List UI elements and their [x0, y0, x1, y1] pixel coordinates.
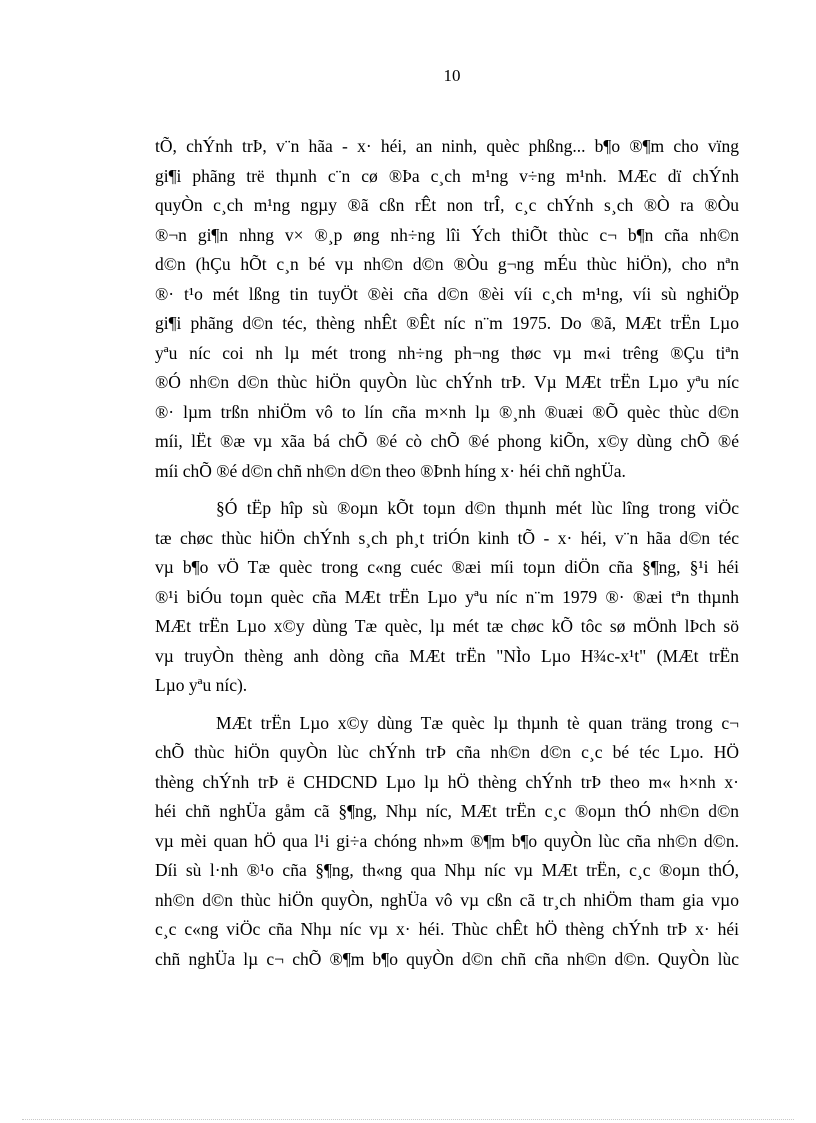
text-line: míi chÕ ®é d©n chñ nh©n d©n theo ®Þnh híng x· héi chñ nghÜa.: [155, 460, 626, 481]
text-line: vµ mèi quan hÖ qua l¹i gi÷a chóng nh»m ®¶m b¶o quyÒn lùc cña nh©n d©n.: [155, 830, 739, 851]
text-line: vµ truyÒn thèng anh dòng cña MÆt trËn "NÌo Lµo H¾c-x¹t" (MÆt trËn: [155, 645, 739, 666]
text-line: tæ chøc thùc hiÖn chÝnh s¸ch ph¸t triÓn kinh tÕ - x· héi, v¨n hãa d©n téc: [155, 527, 739, 548]
text-line: vµ b¶o vÖ Tæ quèc trong c«ng cuéc ®æi míi toµn diÖn cña §¶ng, §¹i héi: [155, 557, 739, 577]
text-line: míi, lËt ®æ vµ xãa bá chÕ ®é cò chÕ ®é phong kiÕn, x©y dùng chÕ ®é: [155, 431, 739, 451]
body-text: [155, 132, 739, 982]
text-line: tÕ, chÝnh trÞ, v¨n hãa - x· héi, an ninh, quèc phßng... b¶o ®¶m cho vïng: [155, 136, 739, 156]
paragraph-2: [155, 494, 739, 701]
text-line: gi¶i phãng d©n téc, thèng nhÊt ®Êt níc n¨m 1975. Do ®ã, MÆt trËn Lµo: [155, 313, 739, 333]
text-line: nh©n d©n thùc hiÖn quyÒn, nghÜa vô vµ cßn cã tr¸ch nhiÖm tham gia vµo: [155, 889, 739, 910]
text-line: héi chñ nghÜa gåm cã §¶ng, Nhµ níc, MÆt trËn c¸c ®oµn thÓ nh©n d©n: [155, 801, 739, 821]
text-line: MÆt trËn Lµo x©y dùng Tæ quèc lµ thµnh tè quan träng trong c¬: [216, 712, 739, 733]
text-line: ®¬n gi¶n nhng v× ®¸p øng nh÷ng lîi Ých thiÕt thùc c¬ b¶n cña nh©n: [155, 224, 739, 245]
text-line: MÆt trËn Lµo x©y dùng Tæ quèc, lµ mét tæ chøc kÕ tôc sø mÖnh lÞch sö: [155, 616, 739, 636]
page-bottom-divider: [22, 1119, 794, 1120]
text-line: thèng chÝnh trÞ ë CHDCND Lµo lµ hÖ thèng chÝnh trÞ theo m« h×nh x·: [155, 771, 739, 792]
text-line: chÕ thùc hiÖn quyÒn lùc chÝnh trÞ cña nh©n d©n c¸c bé téc Lµo. HÖ: [155, 742, 739, 762]
text-line: quyÒn c¸ch m¹ng ngµy ®ã cßn rÊt non trÎ, c¸c chÝnh s¸ch ®Ò ra ®Òu: [155, 195, 739, 215]
text-line: c¸c c«ng viÖc cña Nhµ níc vµ x· héi. Thùc chÊt hÖ thèng chÝnh trÞ x· héi: [155, 919, 739, 939]
text-line: ®Ó nh©n d©n thùc hiÖn quyÒn lùc chÝnh trÞ. Vµ MÆt trËn Lµo yªu níc: [155, 372, 739, 392]
text-line: Díi sù l·nh ®¹o cña §¶ng, th«ng qua Nhµ níc vµ MÆt trËn, c¸c ®oµn thÓ,: [155, 860, 739, 880]
text-line: yªu níc coi nh lµ mét trong nh÷ng ph¬ng thøc vµ m«i trêng ®Çu tiªn: [155, 342, 739, 363]
text-line: Lµo yªu níc).: [155, 675, 248, 695]
text-line: gi¶i phãng trë thµnh c¨n cø ®Þa c¸ch m¹ng v÷ng m¹nh. MÆc dï chÝnh: [155, 165, 739, 186]
text-line: d©n (hÇu hÕt c¸n bé vµ nh©n d©n ®Òu g¬ng mÉu thùc hiÖn), cho nªn: [155, 254, 739, 274]
text-line: ®· lµm trßn nhiÖm vô to lín cña m×nh lµ ®¸nh ®uæi ®Õ quèc thùc d©n: [155, 401, 739, 422]
text-line: ®· t¹o mét lßng tin tuyÖt ®èi cña d©n ®èi víi c¸ch m¹ng, víi sù nghiÖp: [155, 283, 739, 304]
page-number: 10: [443, 66, 461, 85]
text-line: §Ó tËp hîp sù ®oµn kÕt toµn d©n thµnh mét lùc lîng trong viÖc: [216, 498, 739, 518]
text-line: ®¹i biÓu toµn quèc cña MÆt trËn Lµo yªu níc n¨m 1979 ®· ®æi tªn thµnh: [155, 586, 739, 607]
paragraph-1: [155, 132, 739, 486]
text-line: chñ nghÜa lµ c¬ chÕ ®¶m b¶o quyÒn d©n chñ cña nh©n d©n. QuyÒn lùc: [155, 948, 739, 969]
paragraph-3: [155, 709, 739, 975]
